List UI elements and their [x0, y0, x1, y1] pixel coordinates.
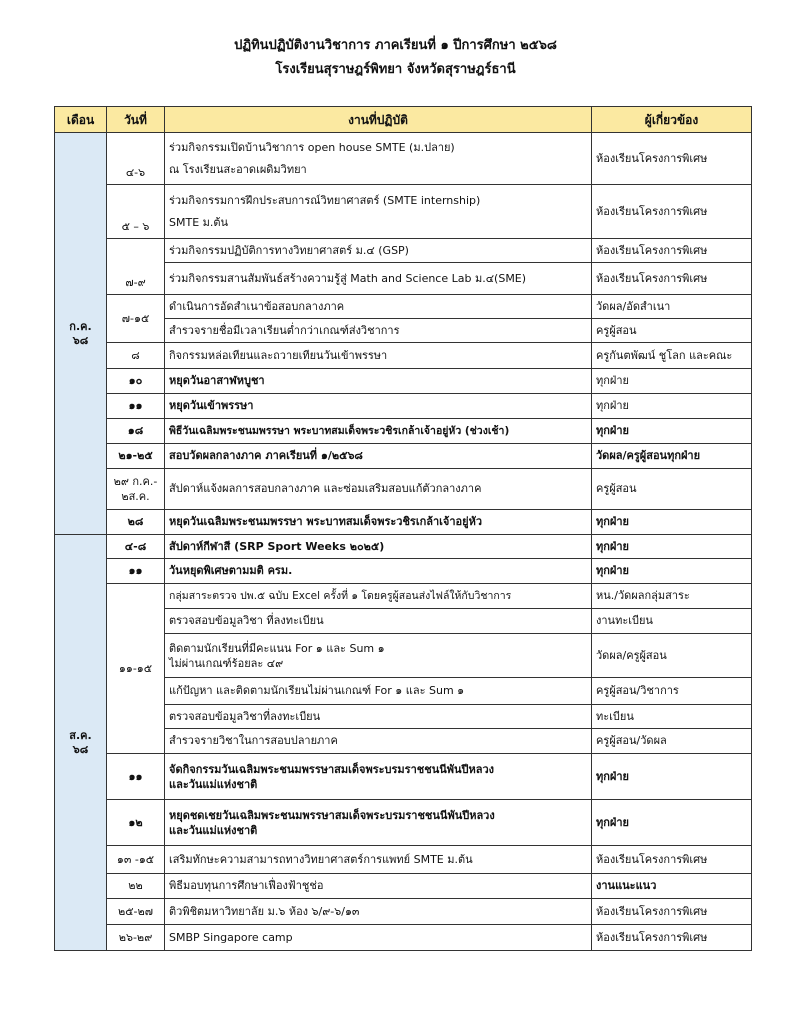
responsible-cell: ห้องเรียนโครงการพิเศษ	[592, 846, 752, 874]
task-line: จัดกิจกรรมวันเฉลิมพระชนมพรรษาสมเด็จพระบรมราชชนนีพันปีหลวง	[169, 762, 495, 776]
responsible-cell: ทุกฝ่าย	[592, 800, 752, 846]
task-cell: วันหยุดพิเศษตามมติ ครม.	[165, 559, 592, 584]
task-line: และวันแม่แห่งชาติ	[169, 823, 258, 837]
date-cell: ๑๒	[107, 800, 165, 846]
month-cell-august	[55, 535, 107, 951]
task-cell: ร่วมกิจกรรมปฏิบัติการทางวิทยาศาสตร์ ม.๔ (GSP)	[165, 239, 592, 263]
date-cell	[107, 469, 165, 510]
table-header-row	[55, 107, 752, 133]
table-row	[55, 133, 752, 185]
task-line: ติดตามนักเรียนที่มีคะแนน For ๑ และ Sum ๑	[169, 641, 385, 655]
task-cell: หยุดวันเฉลิมพระชนมพรรษา พระบาทสมเด็จพระวชิรเกล้าเจ้าอยู่หัว	[165, 510, 592, 535]
task-cell: กลุ่มสาระตรวจ ปพ.๕ ฉบับ Excel ครั้งที่ ๑ โดยครูผู้สอนส่งไฟล์ให้กับวิชาการ	[165, 584, 592, 609]
responsible-cell: ทะเบียน	[592, 705, 752, 729]
table-row	[55, 584, 752, 609]
responsible-cell: งานทะเบียน	[592, 609, 752, 634]
task-cell: สัปดาห์กีฬาสี (SRP Sport Weeks ๒๐๒๕)	[165, 535, 592, 559]
table-row	[55, 469, 752, 510]
responsible-cell: ครูผู้สอน/วัดผล	[592, 729, 752, 754]
responsible-cell: วัดผล/ครูผู้สอน	[592, 634, 752, 678]
date-cell: ๒๘	[107, 510, 165, 535]
month-year: ๖๘	[72, 742, 89, 756]
responsible-cell: ทุกฝ่าย	[592, 394, 752, 419]
date-cell: ๒๕-๒๗	[107, 899, 165, 925]
date-cell: ๑๑-๑๕	[107, 584, 165, 754]
responsible-cell: ครูผู้สอน	[592, 319, 752, 343]
table-row	[55, 754, 752, 800]
task-cell: หยุดวันเข้าพรรษา	[165, 394, 592, 419]
task-cell: ติวพิชิตมหาวิทยาลัย ม.๖ ห้อง ๖/๙-๖/๑๓	[165, 899, 592, 925]
date-cell: ๒๑-๒๕	[107, 444, 165, 469]
task-cell: ร่วมกิจกรรมสานสัมพันธ์สร้างความรู้สู่ Math and Science Lab ม.๔(SME)	[165, 263, 592, 295]
title-line-1: ปฏิทินปฏิบัติงานวิชาการ ภาคเรียนที่ ๑ ปีการศึกษา ๒๕๖๘	[234, 38, 557, 53]
date-cell: ๔-๘	[107, 535, 165, 559]
date-cell: ๑๘	[107, 419, 165, 444]
title-line-2: โรงเรียนสุราษฎร์พิทยา จังหวัดสุราษฎร์ธานี	[275, 62, 516, 77]
date-cell: ๑๑	[107, 754, 165, 800]
task-cell	[165, 800, 592, 846]
header-date: วันที่	[107, 107, 165, 133]
responsible-cell: หน./วัดผลกลุ่มสาระ	[592, 584, 752, 609]
task-cell: สำรวจรายวิชาในการสอบปลายภาค	[165, 729, 592, 754]
task-cell	[165, 133, 592, 185]
task-cell: หยุดวันอาสาฬหบูชา	[165, 369, 592, 394]
responsible-cell: วัดผล/ครูผู้สอนทุกฝ่าย	[592, 444, 752, 469]
responsible-cell: ทุกฝ่าย	[592, 419, 752, 444]
task-cell: พิธีวันเฉลิมพระชนมพรรษา พระบาทสมเด็จพระวชิรเกล้าเจ้าอยู่หัว (ช่วงเช้า)	[165, 419, 592, 444]
task-line: ร่วมกิจกรรมการฝึกประสบการณ์วิทยาศาสตร์ (SMTE internship)	[169, 193, 481, 207]
responsible-cell: ทุกฝ่าย	[592, 754, 752, 800]
task-cell	[165, 754, 592, 800]
task-line: ร่วมกิจกรรมเปิดบ้านวิชาการ open house SMTE (ม.ปลาย)	[169, 140, 455, 154]
responsible-cell: ครูกันตพัฒน์ ชูโลก และคณะ	[592, 343, 752, 369]
schedule-table	[54, 106, 752, 951]
responsible-cell: ห้องเรียนโครงการพิเศษ	[592, 925, 752, 951]
date-cell: ๔-๖	[107, 133, 165, 185]
task-cell: เสริมทักษะความสามารถทางวิทยาศาสตร์การแพทย์ SMTE ม.ต้น	[165, 846, 592, 874]
header-task: งานที่ปฏิบัติ	[165, 107, 592, 133]
responsible-cell: ทุกฝ่าย	[592, 369, 752, 394]
table-row	[55, 874, 752, 899]
responsible-cell: ห้องเรียนโครงการพิเศษ	[592, 899, 752, 925]
header-month: เดือน	[55, 107, 107, 133]
date-cell: ๑๑	[107, 394, 165, 419]
date-cell: ๕ – ๖	[107, 185, 165, 239]
table-row	[55, 394, 752, 419]
responsible-cell: ครูผู้สอน	[592, 469, 752, 510]
responsible-cell: ห้องเรียนโครงการพิเศษ	[592, 133, 752, 185]
table-row	[55, 369, 752, 394]
table-row	[55, 899, 752, 925]
header-responsible: ผู้เกี่ยวข้อง	[592, 107, 752, 133]
task-cell: สอบวัดผลกลางภาค ภาคเรียนที่ ๑/๒๕๖๘	[165, 444, 592, 469]
month-year: ๖๘	[72, 333, 89, 347]
responsible-cell: ทุกฝ่าย	[592, 510, 752, 535]
table-row	[55, 295, 752, 319]
responsible-cell: ห้องเรียนโครงการพิเศษ	[592, 263, 752, 295]
task-line: SMTE ม.ต้น	[169, 215, 229, 229]
task-line: และวันแม่แห่งชาติ	[169, 777, 258, 791]
task-line: ณ โรงเรียนสะอาดเผดิมวิทยา	[169, 162, 307, 176]
table-row	[55, 419, 752, 444]
date-cell: ๗-๙	[107, 239, 165, 295]
task-cell: SMBP Singapore camp	[165, 925, 592, 951]
table-row	[55, 343, 752, 369]
date-cell: ๑๓ -๑๕	[107, 846, 165, 874]
responsible-cell: ห้องเรียนโครงการพิเศษ	[592, 185, 752, 239]
task-cell: สัปดาห์แจ้งผลการสอบกลางภาค และซ่อมเสริมสอบแก้ตัวกลางภาค	[165, 469, 592, 510]
task-cell: สำรวจรายชื่อมีเวลาเรียนต่ำกว่าเกณฑ์ส่งวิชาการ	[165, 319, 592, 343]
responsible-cell: ทุกฝ่าย	[592, 535, 752, 559]
month-label: ก.ค.	[69, 319, 92, 333]
task-cell: ดำเนินการอัดสำเนาข้อสอบกลางภาค	[165, 295, 592, 319]
date-cell: ๑๐	[107, 369, 165, 394]
responsible-cell: วัดผล/อัดสำเนา	[592, 295, 752, 319]
task-cell: พิธีมอบทุนการศึกษาเฟื่องฟ้าชูช่อ	[165, 874, 592, 899]
table-row	[55, 925, 752, 951]
date-cell: ๗-๑๕	[107, 295, 165, 343]
responsible-cell: ครูผู้สอน/วิชาการ	[592, 678, 752, 705]
table-row	[55, 185, 752, 239]
table-row	[55, 510, 752, 535]
responsible-cell: ห้องเรียนโครงการพิเศษ	[592, 239, 752, 263]
month-label: ส.ค.	[69, 728, 92, 742]
date-line: ๒๙ ก.ค.-	[113, 475, 158, 488]
task-cell: ตรวจสอบข้อมูลวิชาที่ลงทะเบียน	[165, 705, 592, 729]
table-row	[55, 800, 752, 846]
month-cell-july	[55, 133, 107, 535]
responsible-cell: งานแนะแนว	[592, 874, 752, 899]
task-cell: ตรวจสอบข้อมูลวิชา ที่ลงทะเบียน	[165, 609, 592, 634]
date-cell: ๒๖-๒๙	[107, 925, 165, 951]
table-row	[55, 444, 752, 469]
task-cell	[165, 634, 592, 678]
task-cell	[165, 185, 592, 239]
task-line: ไม่ผ่านเกณฑ์ร้อยละ ๔๙	[169, 656, 284, 670]
date-cell: ๘	[107, 343, 165, 369]
date-cell: ๑๑	[107, 559, 165, 584]
table-row	[55, 535, 752, 559]
document-title	[0, 34, 791, 82]
task-line: หยุดชดเชยวันเฉลิมพระชนมพรรษาสมเด็จพระบรมราชชนนีพันปีหลวง	[169, 808, 495, 822]
task-cell: กิจกรรมหล่อเทียนและถวายเทียนวันเข้าพรรษา	[165, 343, 592, 369]
task-cell: แก้ปัญหา และติดตามนักเรียนไม่ผ่านเกณฑ์ For ๑ และ Sum ๑	[165, 678, 592, 705]
table-row	[55, 846, 752, 874]
table-row	[55, 239, 752, 263]
date-line: ๒ส.ค.	[121, 490, 150, 503]
responsible-cell: ทุกฝ่าย	[592, 559, 752, 584]
date-cell: ๒๒	[107, 874, 165, 899]
table-row	[55, 559, 752, 584]
